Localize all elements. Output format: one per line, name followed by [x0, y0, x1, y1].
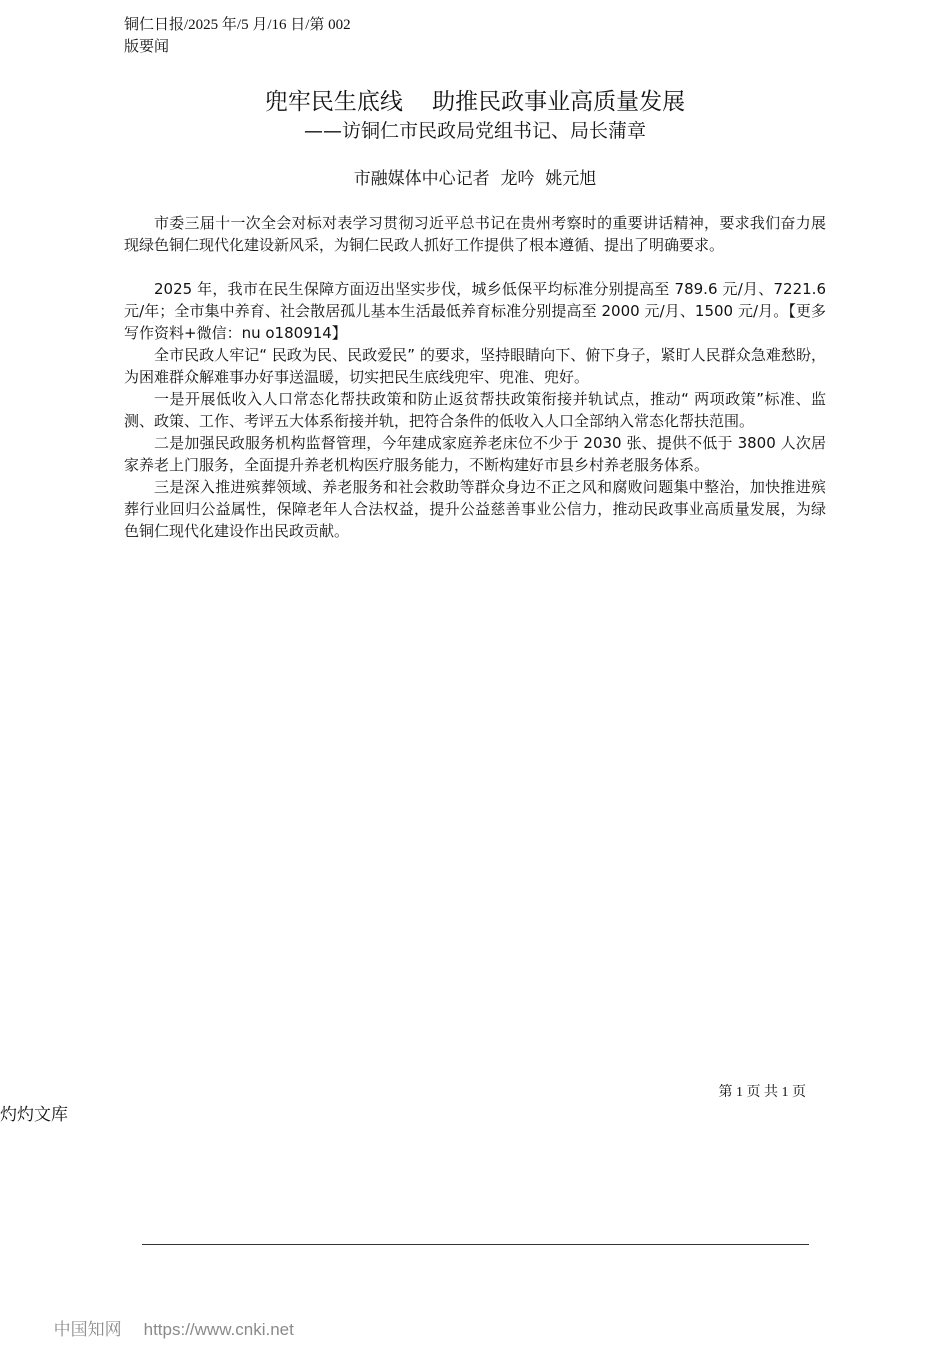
article-paragraph: 三是深入推进殡葬领域、养老服务和社会救助等群众身边不正之风和腐败问题集中整治，加快推进殡葬行业回归公益属性，保障老年人合法权益，提升公益慈善事业公信力，推动民政事业高质量发展，为绿色铜仁现代化建设作出民政贡献。 — [124, 478, 826, 540]
article-title: 兜牢民生底线 助推民政事业高质量发展 — [264, 89, 686, 115]
cnki-url-link[interactable]: https://www.cnki.net — [143, 1320, 294, 1339]
footer-brand — [32, 1294, 294, 1366]
page-number: 第 1 页 共 1 页 — [718, 1085, 806, 1100]
library-watermark: 灼灼文库 — [0, 1105, 68, 1125]
article-paragraph: 一是开展低收入人口常态化帮扶政策和防止返贫帮扶政策衔接并轨试点，推动“ 两项政策”标准、监测、政策、工作、考评五大体系衔接并轨，把符合条件的低收入人口全部纳入常态化帮扶范围。 — [124, 390, 826, 430]
source-line: 铜仁日报/2025 年/5 月/16 日/第 002 — [124, 17, 351, 33]
section-label: 版要闻 — [124, 39, 170, 55]
publication-source — [124, 14, 424, 58]
article-paragraph: 市委三届十一次全会对标对表学习贯彻习近平总书记在贵州考察时的重要讲话精神，要求我们奋力展现绿色铜仁现代化建设新风采，为铜仁民政人抓好工作提供了根本遵循、提出了明确要求。 — [124, 214, 826, 254]
article-paragraph: 二是加强民政服务机构监督管理，今年建成家庭养老床位不少于 2030 张、提供不低于 3800 人次居家养老上门服务，全面提升养老机构医疗服务能力，不断构建好市县乡村养老服务体系。 — [124, 434, 826, 474]
article-paragraph: 2025 年，我市在民生保障方面迈出坚实步伐，城乡低保平均标准分别提高至 789.6 元/月、7221.6 元/年；全市集中养育、社会散居孤儿基本生活最低养育标准分别提高至 2000 元/月、1500 元/月。【更多写作资料+微信：nu o180914】 — [124, 280, 826, 342]
article-body — [124, 212, 826, 542]
article-subtitle: ——访铜仁市民政局党组书记、局长蒲章 — [303, 120, 646, 142]
cnki-brand-name: 中国知网 — [53, 1320, 122, 1340]
article-paragraph: 全市民政人牢记“ 民政为民、民政爱民” 的要求，坚持眼睛向下、俯下身子，紧盯人民群众急难愁盼，为困难群众解难事办好事送温暖，切实把民生底线兜牢、兜准、兜好。 — [124, 346, 826, 386]
article-byline: 市融媒体中心记者 龙吟 姚元旭 — [353, 169, 597, 189]
footer-divider — [142, 1244, 809, 1245]
